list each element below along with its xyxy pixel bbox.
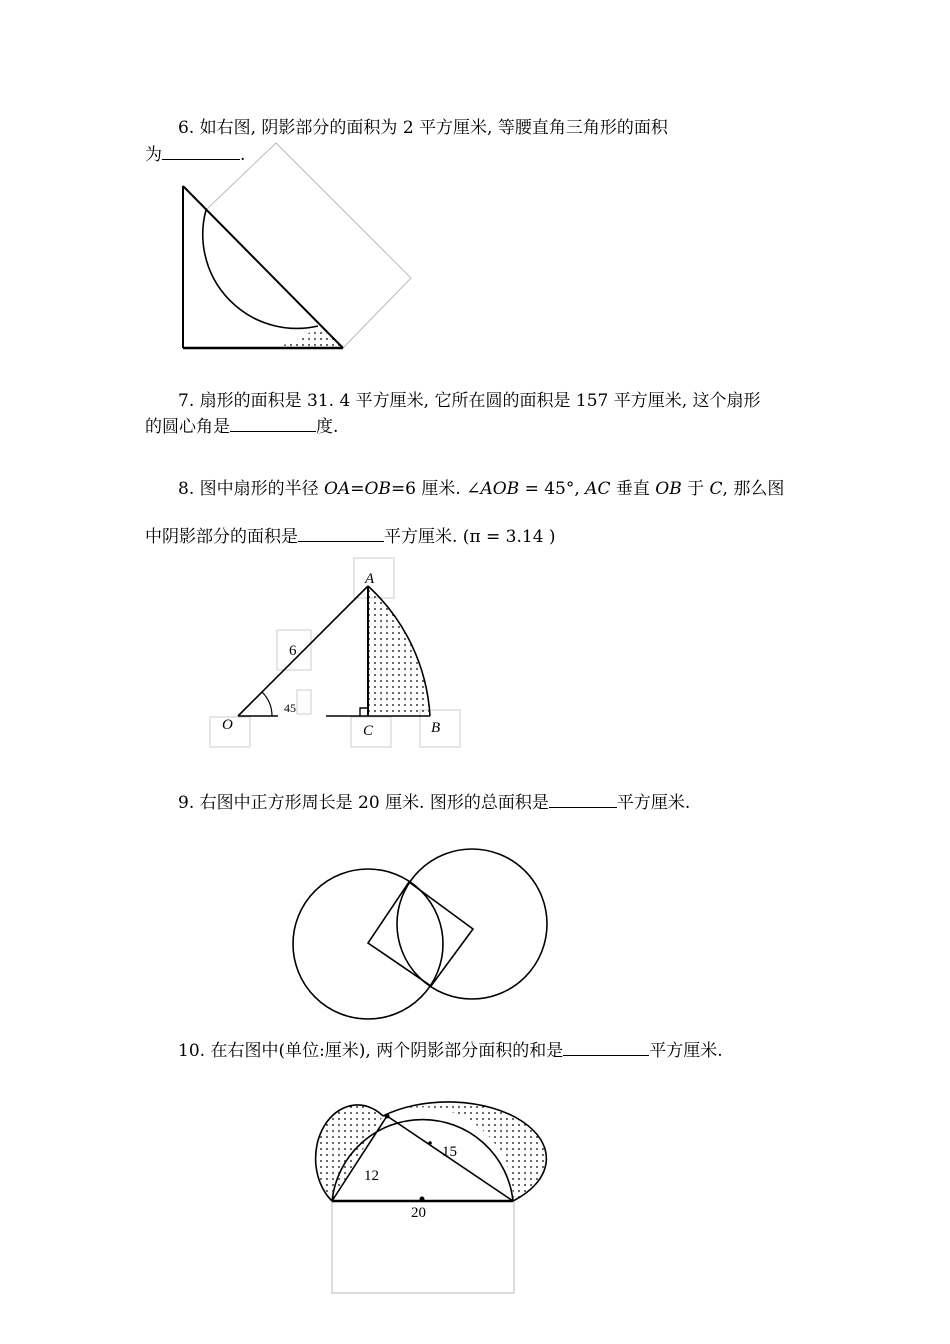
q6-line1: 6. 如右图, 阴影部分的面积为 2 平方厘米, 等腰直角三角形的面积	[178, 118, 668, 138]
q9-figure	[293, 849, 547, 1019]
q10-shaded-left	[316, 1105, 383, 1201]
q10-label-12: 12	[364, 1168, 379, 1184]
q10-midpoint-dot	[420, 1197, 425, 1202]
q7-line2-suffix: 度.	[316, 417, 339, 437]
q7-line1: 7. 扇形的面积是 31. 4 平方厘米, 它所在圆的面积是 157 平方厘米, 这个扇形	[178, 391, 761, 411]
q8-figure	[210, 558, 460, 747]
q8-c: C	[709, 479, 723, 499]
q8-angle-arc	[262, 692, 272, 716]
q8-shaded-region	[368, 586, 430, 716]
q8-label-c: C	[363, 723, 374, 739]
q8-label-box-45	[297, 690, 311, 714]
q10-line1-prefix: 10. 在右图中(单位:厘米), 两个阴影部分面积的和是	[178, 1041, 564, 1061]
q9-line1-suffix: 平方厘米.	[616, 793, 691, 813]
q10-label-15: 15	[442, 1144, 457, 1160]
q6-line2-suffix: .	[240, 145, 246, 165]
q8-label-radius: 6	[289, 643, 297, 659]
q9-circle-left	[293, 869, 443, 1019]
q6-line2-prefix: 为	[145, 145, 162, 165]
q8-label-o: O	[222, 717, 233, 733]
q8-ob2: OB	[655, 479, 682, 499]
q8-perp: 垂直	[610, 479, 656, 499]
q6-hypotenuse	[183, 186, 343, 348]
q9-circle-right	[397, 849, 547, 999]
q8-right-angle-mark	[360, 708, 368, 716]
q8-deg: = 45°,	[519, 479, 586, 499]
q8-line2-prefix: 中阴影部分的面积是	[145, 527, 298, 547]
q8-label-angle: 45	[284, 701, 296, 715]
q10-mid-15-dot	[428, 1141, 432, 1145]
q10-figure	[316, 1102, 547, 1293]
q8-text-a: 8. 图中扇形的半径	[178, 479, 325, 499]
q8-line2-suffix: 平方厘米. (π = 3.14 )	[384, 527, 556, 547]
q8-eq: =	[350, 479, 365, 499]
q8-radius-oa	[238, 586, 368, 716]
q6-faint-frame	[206, 143, 411, 348]
q8-ob: OB	[364, 479, 391, 499]
q9-square	[368, 882, 473, 986]
q6-semicircle-arc	[203, 210, 318, 328]
q8-text-b: =6 厘米. ∠	[390, 479, 481, 499]
q8-label-a: A	[365, 571, 375, 587]
q8-oa: OA	[324, 479, 351, 499]
q10-label-20: 20	[411, 1205, 426, 1221]
q6-figure	[183, 143, 411, 348]
q8-aob: AOB	[480, 479, 520, 499]
q9-line1-prefix: 9. 右图中正方形周长是 20 厘米. 图形的总面积是	[178, 793, 549, 813]
q10-line1-suffix: 平方厘米.	[649, 1041, 723, 1061]
q8-label-b: B	[431, 720, 441, 736]
q10-shaded-right	[383, 1102, 546, 1201]
q8-text-c: , 那么图	[722, 479, 785, 499]
q8-yu: 于	[681, 479, 710, 499]
q8-ac: AC	[585, 479, 611, 499]
q10-vertex-dot	[385, 1114, 390, 1119]
q7-line2-prefix: 的圆心角是	[145, 417, 230, 437]
